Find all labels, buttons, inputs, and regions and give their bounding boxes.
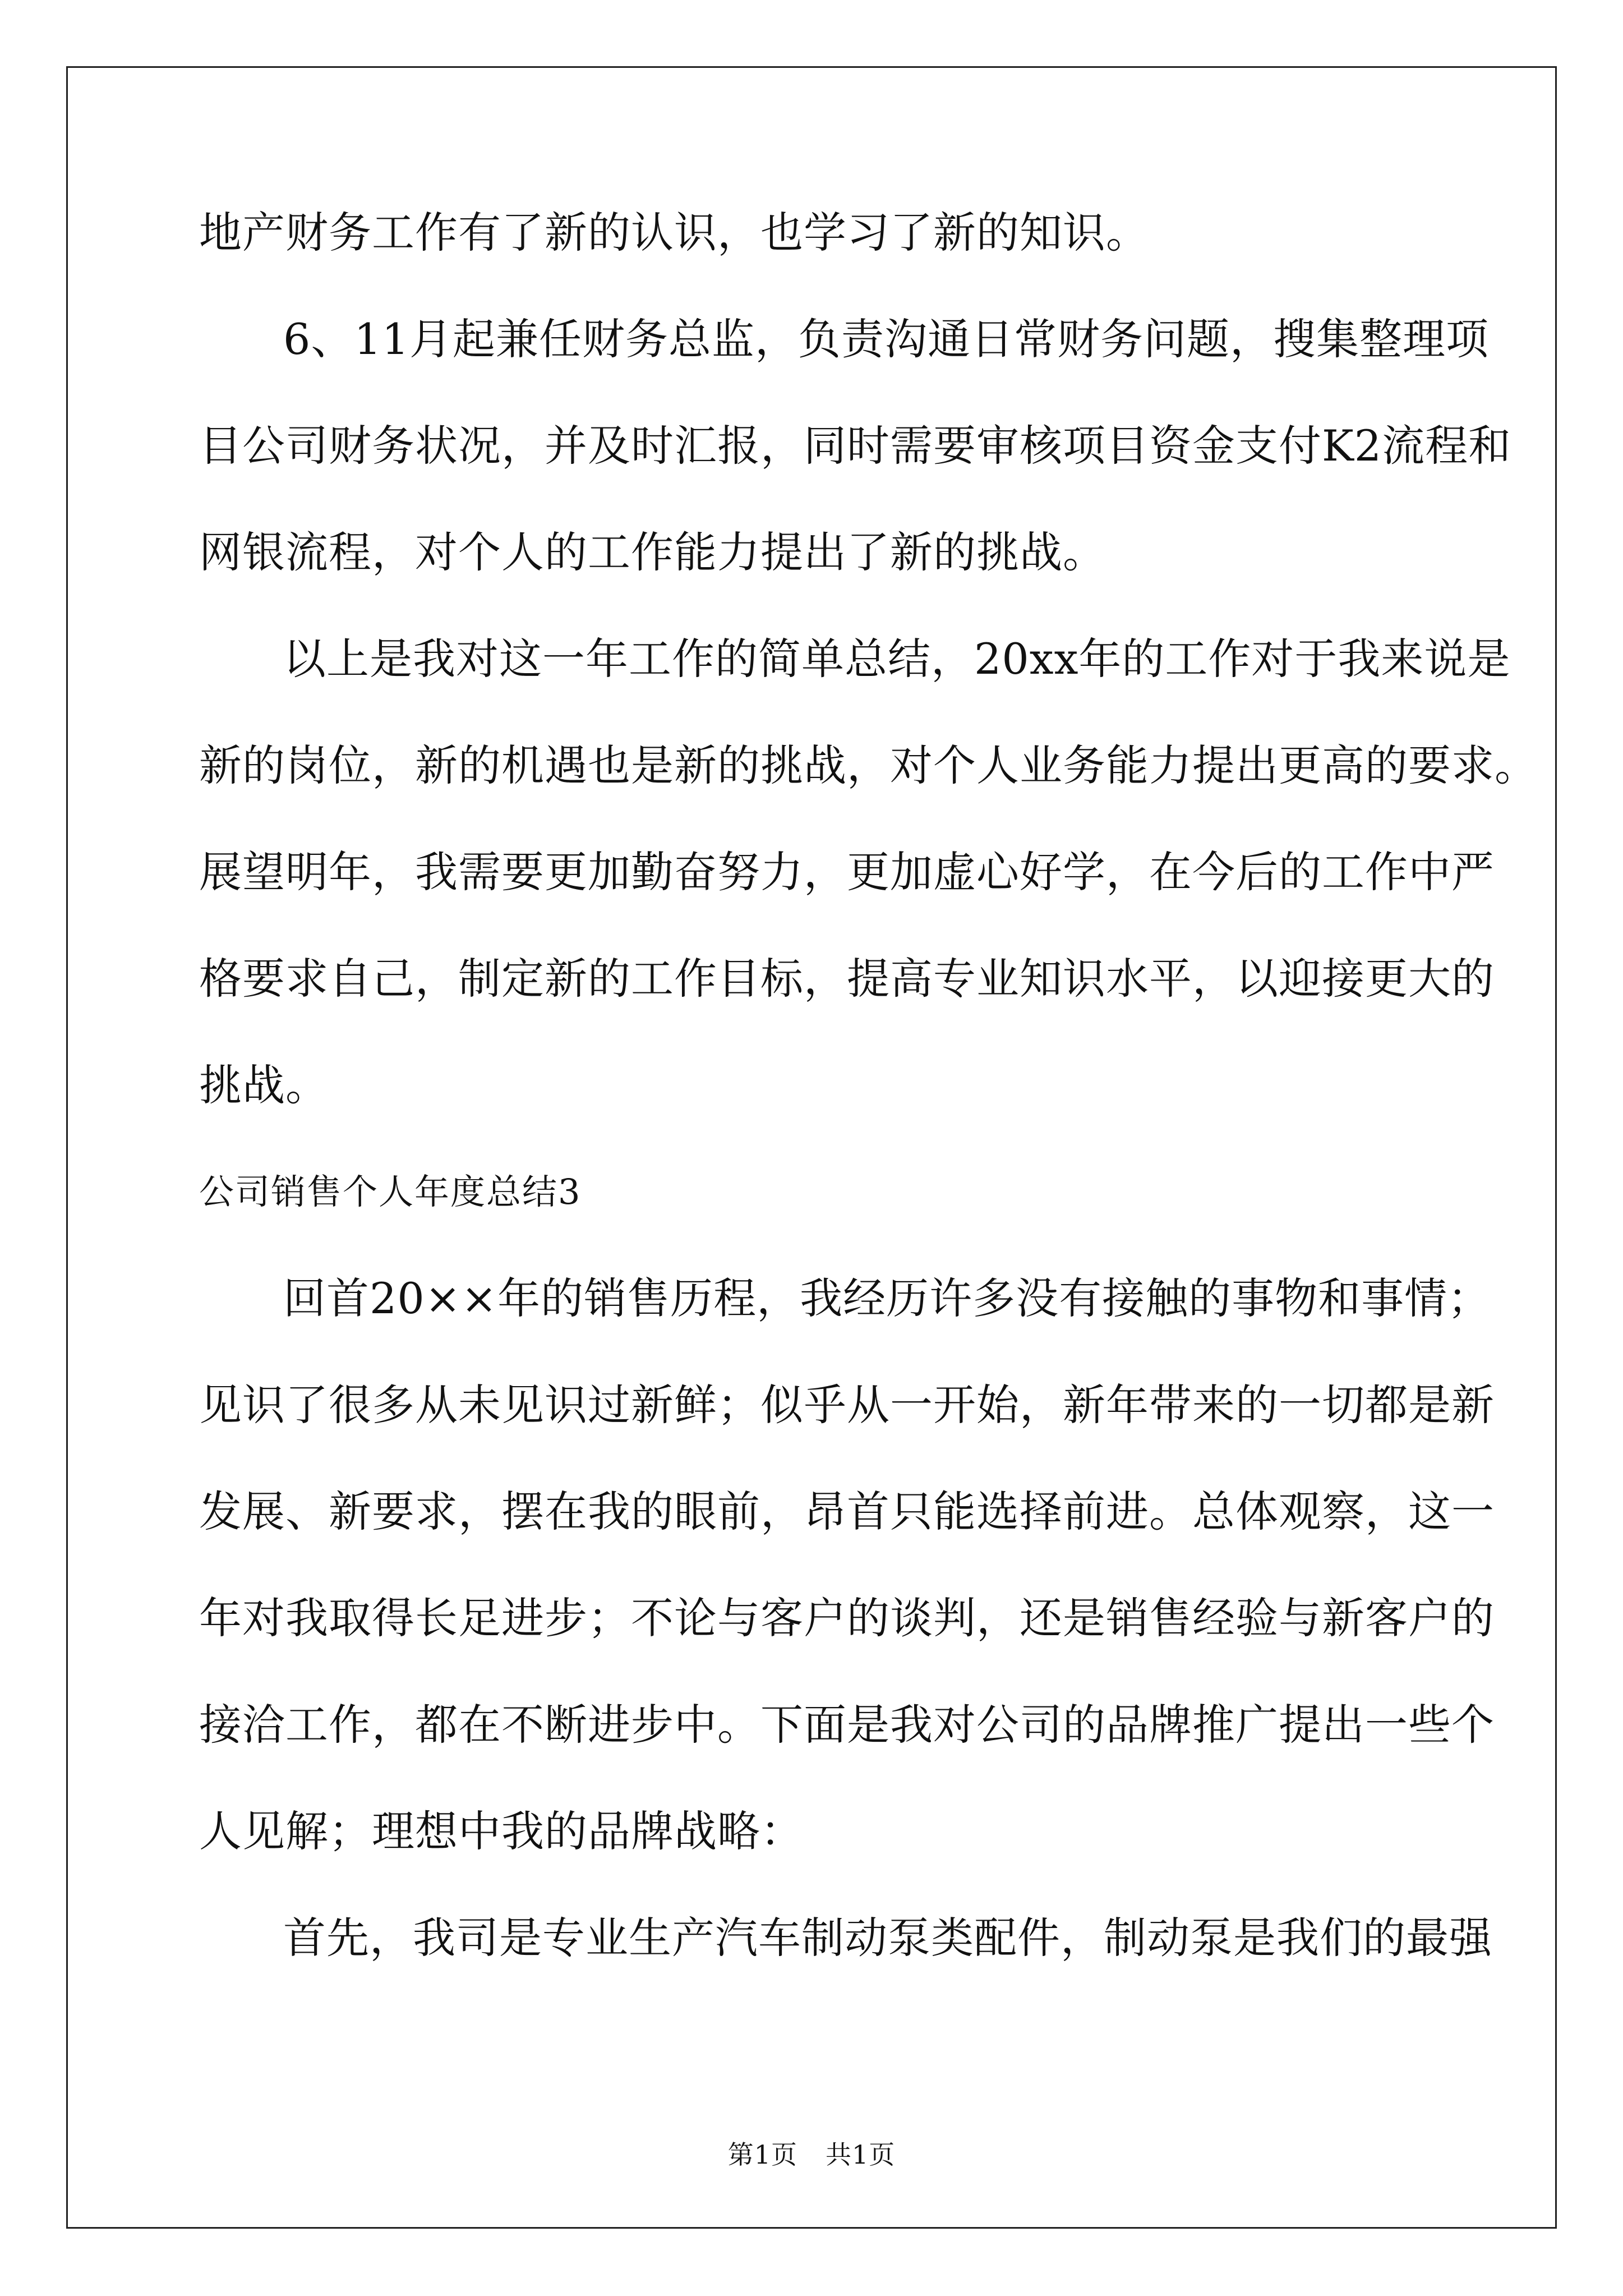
text-line: 以上是我对这一年工作的简单总结，20xx年的工作对于我来说是 [283,634,1511,684]
document-body [199,202,1538,2014]
text-line: 见识了很多从未见识过新鲜；似乎从一开始，新年带来的一切都是新 [199,1380,1495,1430]
text-line: 6、11月起兼任财务总监，负责沟通日常财务问题，搜集整理项 [283,314,1490,364]
page-number: 第1页 [727,2139,797,2170]
text-line: 年对我取得长足进步；不论与客户的谈判，还是销售经验与新客户的 [199,1593,1495,1643]
text-line: 格要求自己，制定新的工作目标，提高专业知识水平，以迎接更大的 [199,954,1495,1004]
text-line: 发展、新要求，摆在我的眼前，昂首只能选择前进。总体观察，这一 [199,1487,1495,1536]
text-line: 回首20××年的销售历程，我经历许多没有接触的事物和事情； [283,1273,1491,1323]
text-line: 人见解；理想中我的品牌战略： [199,1806,804,1856]
section-heading: 公司销售个人年度总结3 [199,1171,582,1212]
text-line: 首先，我司是专业生产汽车制动泵类配件，制动泵是我们的最强 [283,1913,1492,1963]
text-line: 展望明年，我需要更加勤奋努力，更加虚心好学，在今后的工作中严 [199,847,1495,897]
page-footer [0,2134,1623,2171]
page-total: 共1页 [826,2139,896,2170]
text-line: 地产财务工作有了新的认识，也学习了新的知识。 [199,208,1149,257]
text-line: 新的岗位，新的机遇也是新的挑战，对个人业务能力提出更高的要求。 [199,740,1538,790]
text-line: 接洽工作，都在不断进步中。下面是我对公司的品牌推广提出一些个 [199,1700,1495,1750]
text-line: 挑战。 [199,1060,329,1110]
text-line: 网银流程，对个人的工作能力提出了新的挑战。 [199,527,1106,577]
text-line: 目公司财务状况，并及时汇报，同时需要审核项目资金支付K2流程和 [199,421,1512,471]
